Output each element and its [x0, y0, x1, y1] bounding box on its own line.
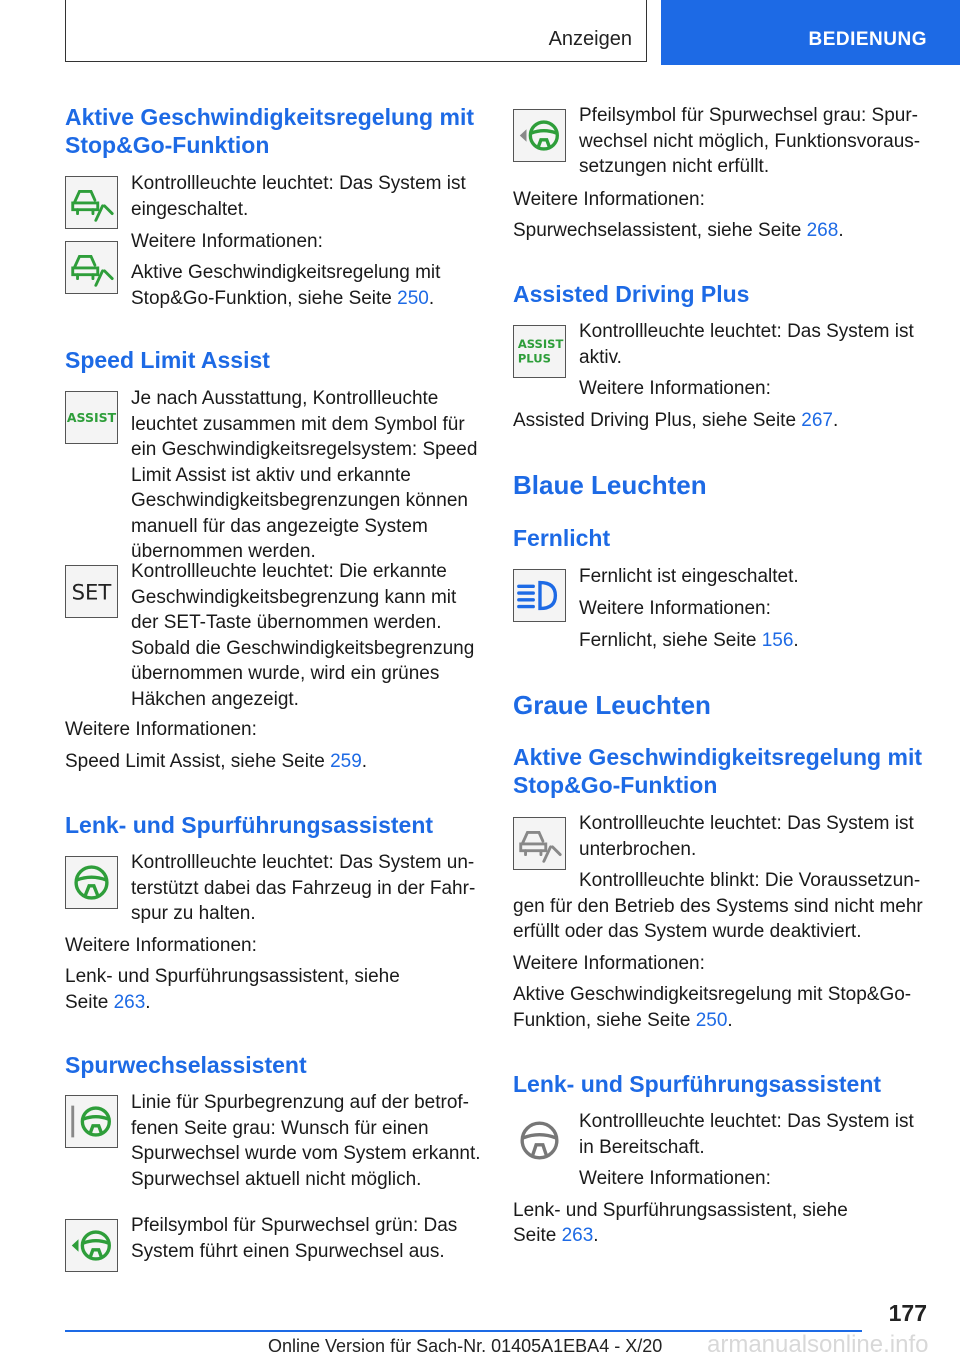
adp-text-3-body: Assisted Driving Plus, siehe Seite — [513, 410, 802, 431]
heading-blue: Blaue Leuchten — [513, 470, 707, 500]
acc2-text-4-body: Aktive Geschwindigkeitsregelung mit Stop&Go-Funktion, siehe Seite — [513, 984, 912, 1031]
adp-text-1: Kontrollleuchte leuchtet: Das System ist aktiv. — [579, 321, 914, 368]
footer-watermark: armanualsonline.info — [707, 1331, 929, 1358]
heading-fernlicht: Fernlicht — [513, 525, 611, 551]
lsa2-text-3b-body: Seite — [513, 1225, 562, 1246]
set-text-1 — [65, 559, 483, 712]
acc-text-3: Aktive Geschwindigkeitsregelung mit Stop&Go-Funktion, siehe Seite 250. — [131, 262, 441, 309]
page-number: 177 — [888, 1300, 927, 1326]
lsa2-page-link[interactable]: 263 — [561, 1225, 594, 1246]
tab-anzeigen-label: Anzeigen — [548, 28, 632, 50]
swa-text-2: Pfeilsymbol für Spurwechsel grün: Das System führt einen Spurwechsel aus. — [131, 1215, 458, 1262]
lsa2-text-1: Kontrollleuchte leuchtet: Das System ist in Bereitschaft. — [579, 1111, 914, 1158]
lsa-text-3a: Lenk- und Spurführungsassistent, siehe — [65, 966, 400, 987]
steering-green-icon — [65, 856, 118, 909]
tab-bedienung-label: BEDIENUNG — [808, 29, 927, 50]
swa-text-1-body: Linie für Spurbegrenzung auf der betroffenen Seite grau: Wunsch für einen Spurwechsel wurde vom System erkannt. Spurwechsel aktuell nicht möglich. — [131, 1092, 481, 1190]
lsa-text-2: Weitere Informationen: — [65, 935, 257, 956]
assist-icon-label: ASSIST — [66, 409, 117, 425]
acc2-text-4: Aktive Geschwindigkeitsregelung mit Stop&Go-Funktion, siehe Seite 250. — [513, 984, 912, 1031]
acc-green-icon — [65, 176, 118, 229]
lsa2-text-3a: Lenk- und Spurführungsassistent, siehe — [513, 1200, 848, 1221]
footer-online-version: Online Version für Sach-Nr. 01405A1EBA4 - X/20 — [268, 1336, 663, 1356]
tab-anzeigen[interactable] — [65, 0, 647, 62]
swa-text-4: Weitere Informationen: — [513, 189, 705, 210]
adp-text-3: Assisted Driving Plus, siehe Seite 267. — [513, 410, 839, 431]
acc-text-2: Weitere Informationen: — [131, 231, 323, 252]
set-text-3-body: Speed Limit Assist, siehe Seite — [65, 751, 331, 772]
heading-grey: Graue Leuchten — [513, 690, 711, 720]
set-text-3: Speed Limit Assist, siehe Seite 259. — [65, 751, 368, 772]
heading-adp: Assisted Driving Plus — [513, 281, 750, 307]
heading-lsa-grey: Lenk- und Spurführungsassistent — [513, 1071, 882, 1097]
assist-plus-icon-l1: ASSIST — [517, 337, 564, 352]
set-icon-label: SET — [71, 579, 112, 605]
heading-sla: Speed Limit Assist — [65, 347, 270, 373]
acc-text-1: Kontrollleuchte leuchtet: Das System ist eingeschaltet. — [131, 173, 466, 220]
steering-grey-icon — [513, 1114, 566, 1167]
swa-text-5: Spurwechselassistent, siehe Seite 268. — [513, 220, 844, 241]
lane-change-green-icon — [65, 1219, 118, 1272]
lsa2-text-2: Weitere Informationen: — [579, 1168, 771, 1189]
fern-text-1: Fernlicht ist eingeschaltet. — [579, 566, 799, 587]
lsa-text-1: Kontrollleuchte leuchtet: Das System unterstützt dabei das Fahrzeug in der Fahrspur zu halten. — [131, 852, 476, 924]
lsa-page-link[interactable]: 263 — [113, 992, 146, 1013]
acc2-page-link[interactable]: 250 — [695, 1009, 728, 1031]
acc-grey-icon — [513, 817, 566, 870]
swa-page-link[interactable]: 268 — [806, 220, 839, 241]
set-text-2: Weitere Informationen: — [65, 719, 257, 740]
set-text-1-body: Kontrollleuchte leuchtet: Die erkannte Geschwindigkeitsbegrenzung kann mit der SET-Taste übernommen werden. Sobald die Geschwindigkeitsbegrenzung übernommen wurde, wird ein grünes Häkchen angezeigt. — [131, 561, 475, 710]
acc-page-link[interactable]: 250 — [397, 287, 429, 309]
swa-text-5-body: Spurwechselassistent, siehe Seite — [513, 220, 807, 241]
heading-acc: Aktive Geschwindigkeitsregelung mit Stop&Go-Funktion — [65, 104, 474, 158]
sla-page-link[interactable]: 259 — [330, 751, 362, 772]
acc2-text-1: Kontrollleuchte leuchtet: Das System ist unterbrochen. — [579, 813, 914, 860]
heading-lsa: Lenk- und Spurführungsassistent — [65, 812, 434, 838]
lsa-text-3b: Seite 263. — [65, 992, 151, 1013]
heading-swa: Spurwechselassistent — [65, 1052, 307, 1078]
assist-plus-icon — [513, 325, 566, 378]
assist-plus-icon-l2: PLUS — [517, 351, 551, 366]
header-tabs — [65, 0, 960, 65]
acc-text-3-body: Aktive Geschwindigkeitsregelung mit Stop&Go-Funktion, siehe Seite — [131, 262, 441, 309]
lane-change-grey-arrow-icon — [513, 109, 566, 162]
heading-acc-grey: Aktive Geschwindigkeitsregelung mit Stop&Go-Funktion — [513, 744, 922, 798]
fern-text-3-body: Fernlicht, siehe Seite — [579, 630, 762, 651]
fern-text-2: Weitere Informationen: — [579, 598, 771, 619]
sla-text-indent: Je nach Ausstattung, Kontrollleuchte leuchtet zusammen mit dem Symbol für ein Geschwindigkeitsregelsystem: Speed Limit Assist ist aktiv und erkannte Geschwindigkeitsbegrenzungen können manuell für das angezeigte System übernommen werden. — [131, 388, 478, 562]
swa-text-1 — [65, 1090, 483, 1192]
tab-bedienung[interactable] — [661, 0, 960, 65]
high-beam-icon — [513, 569, 566, 622]
acc2-text-2 — [513, 868, 931, 945]
fern-text-3: Fernlicht, siehe Seite 156. — [579, 630, 799, 651]
lsa2-text-3b: Seite 263. — [513, 1225, 599, 1246]
swa-text-3: Pfeilsymbol für Spurwechsel grau: Spurwechsel nicht möglich, Funktionsvoraussetzungen nicht erfüllt. — [579, 105, 921, 177]
sla-text — [65, 386, 483, 565]
acc2-text-2-body: Kontrollleuchte blinkt: Die Voraussetzungen für den Betrieb des Systems sind nicht mehr erfüllt oder das System wurde deaktiviert. — [513, 870, 923, 942]
acc2-text-3: Weitere Informationen: — [513, 953, 705, 974]
adp-page-link[interactable]: 267 — [801, 410, 833, 431]
fern-page-link[interactable]: 156 — [761, 630, 794, 651]
adp-text-2: Weitere Informationen: — [579, 378, 771, 399]
acc-green-icon-2 — [65, 241, 118, 294]
lsa-text-3b-body: Seite — [65, 992, 114, 1013]
